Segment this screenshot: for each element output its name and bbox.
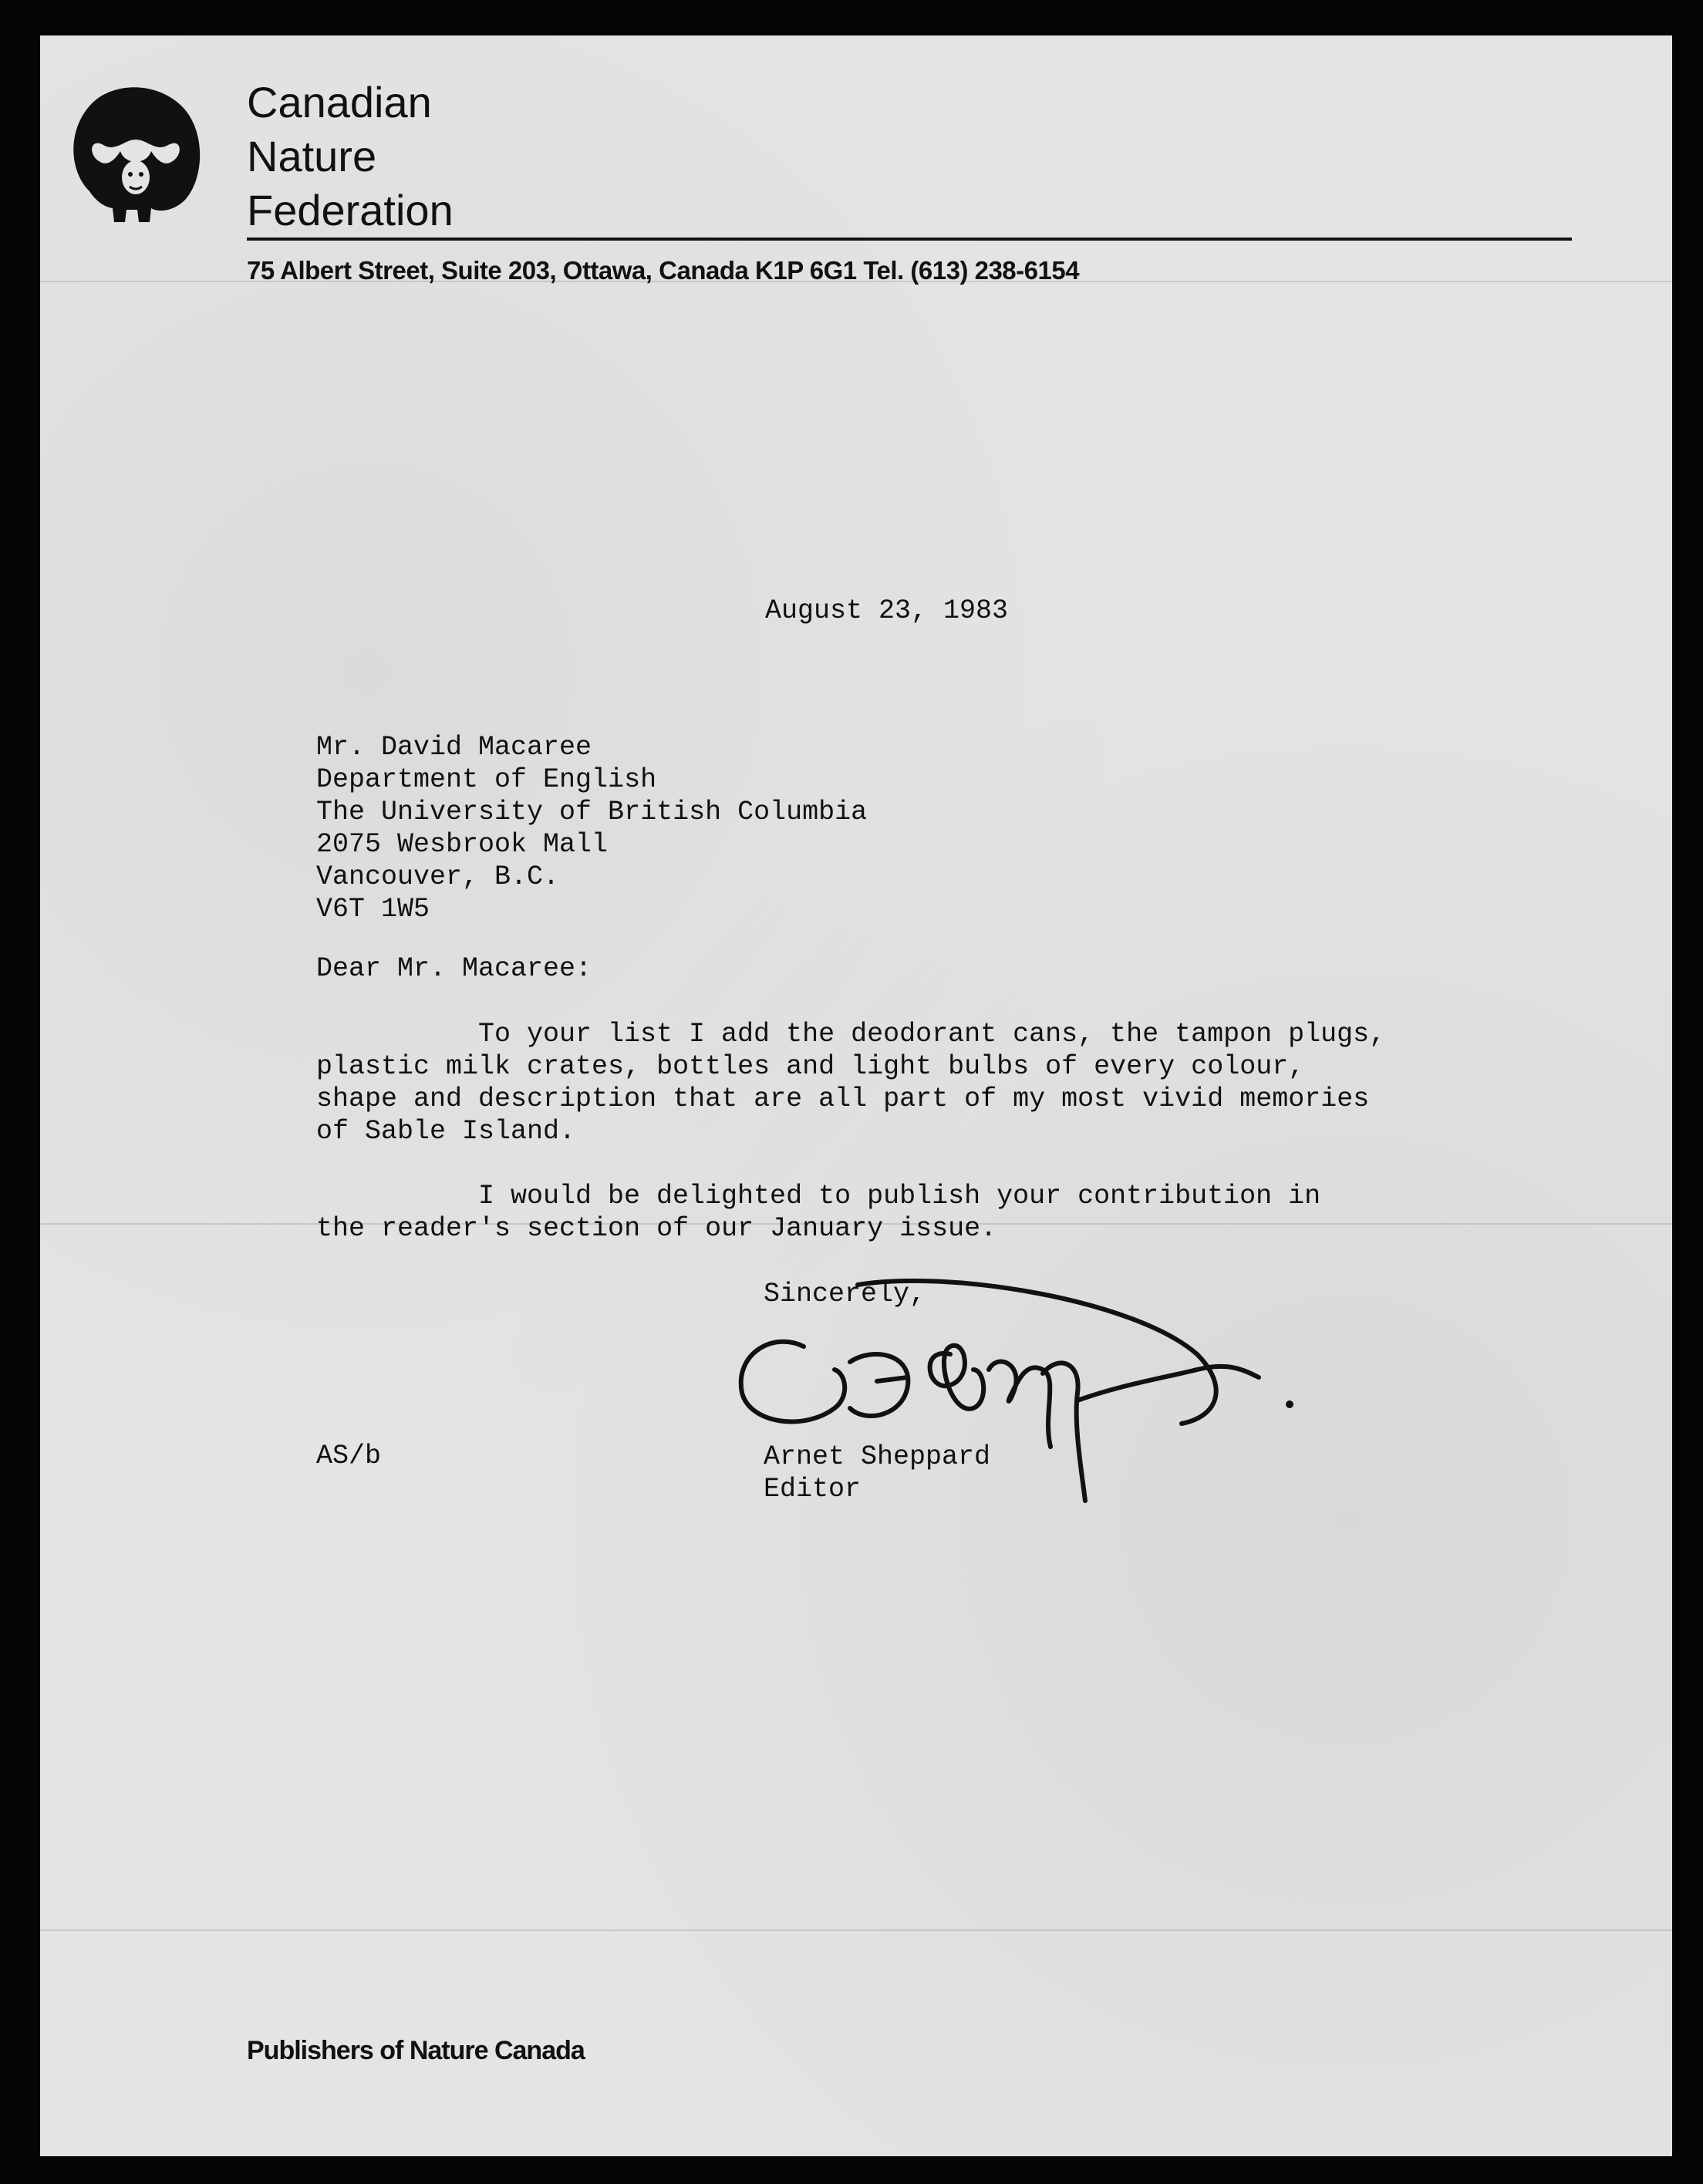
paragraph-line: plastic milk crates, bottles and light bulbs of every colour, bbox=[316, 1051, 1305, 1082]
recipient-line: V6T 1W5 bbox=[316, 894, 430, 925]
org-address: 75 Albert Street, Suite 203, Ottawa, Canada K1P 6G1 Tel. (613) 238-6154 bbox=[247, 256, 1080, 285]
recipient-address bbox=[316, 731, 867, 925]
letterhead-divider bbox=[247, 238, 1572, 241]
recipient-line: Vancouver, B.C. bbox=[316, 861, 560, 892]
org-name-line: Canadian bbox=[247, 78, 432, 126]
recipient-line: Mr. David Macaree bbox=[316, 732, 592, 763]
paragraph-line-text: To your list I add the deodorant cans, the tampon plugs, bbox=[478, 1019, 1386, 1050]
org-name-line: Nature bbox=[247, 132, 377, 180]
footer-tagline: Publishers of Nature Canada bbox=[247, 2036, 585, 2065]
paragraph-line-text: I would be delighted to publish your contribution in bbox=[478, 1181, 1321, 1212]
signer-title: Editor bbox=[764, 1474, 862, 1505]
body-paragraph bbox=[316, 1018, 1385, 1148]
body-paragraph bbox=[316, 1180, 1320, 1245]
signer-name: Arnet Sheppard bbox=[764, 1441, 991, 1472]
org-name-line: Federation bbox=[247, 186, 454, 234]
closing: Sincerely, bbox=[764, 1279, 926, 1309]
paragraph-line bbox=[316, 1018, 1385, 1050]
paragraph-line bbox=[316, 1180, 1320, 1212]
signer-block bbox=[764, 1441, 990, 1505]
scan-artifact-line bbox=[40, 1930, 1672, 1931]
recipient-line: Department of English bbox=[316, 764, 657, 795]
letter-page bbox=[40, 35, 1672, 2156]
paragraph-line: the reader's section of our January issue. bbox=[316, 1213, 997, 1244]
paragraph-line: of Sable Island. bbox=[316, 1116, 576, 1147]
typist-initials: AS/b bbox=[316, 1441, 382, 1471]
recipient-line: The University of British Columbia bbox=[316, 797, 868, 827]
muskox-logo-icon bbox=[59, 76, 213, 230]
letter-date: August 23, 1983 bbox=[765, 595, 1009, 626]
recipient-line: 2075 Wesbrook Mall bbox=[316, 829, 609, 860]
salutation: Dear Mr. Macaree: bbox=[316, 953, 592, 984]
org-name bbox=[247, 76, 454, 238]
paragraph-line: shape and description that are all part of my most vivid memories bbox=[316, 1084, 1370, 1114]
